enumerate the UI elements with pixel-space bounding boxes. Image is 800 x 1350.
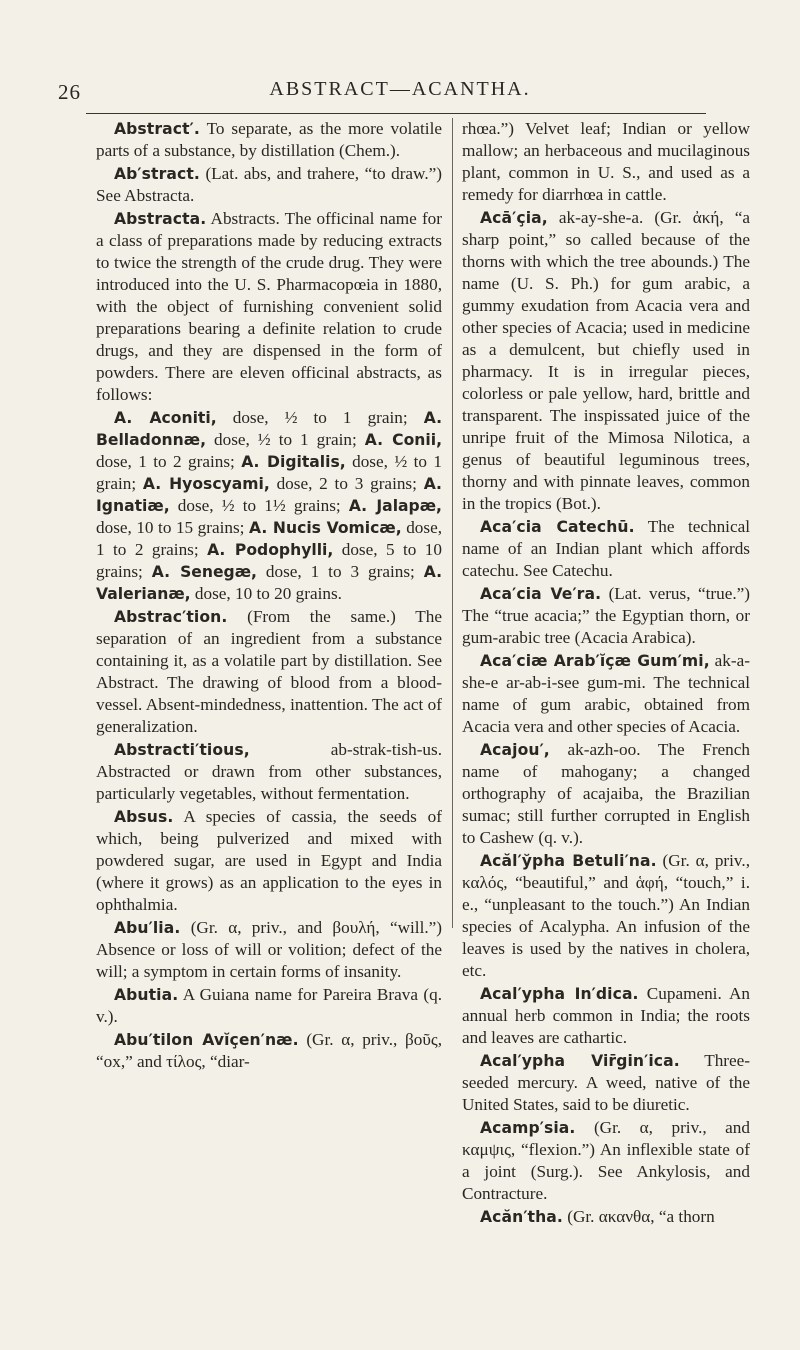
definition: To separate, as the more volatile parts of a substance, by distillation (Chem.).: [96, 119, 442, 160]
entry-absus: [96, 806, 442, 916]
abstract-name: A. Valerianæ,: [96, 563, 443, 603]
right-column: [462, 118, 750, 1229]
entry-acantha: [462, 1206, 750, 1228]
abstract-dose: dose, 5 to 10 grains;: [96, 540, 442, 581]
definition: (Gr. α, priv., and καμψις, “flexion.”) An inflexible state of a joint (Surg.). See Ankylosis, and Contracture.: [462, 1118, 750, 1203]
entry-acacia: [462, 207, 750, 515]
headword: Aca′cia Ve′ra.: [480, 585, 602, 603]
headword: Abutia.: [114, 986, 179, 1004]
abstract-name: A. Senegæ,: [151, 563, 257, 581]
abstract-dose: dose, 10 to 15 grains;: [96, 518, 249, 537]
entry-acampsia: [462, 1117, 750, 1205]
left-column: [96, 118, 442, 1074]
headword: Acajou′,: [480, 741, 550, 759]
entry-acalypha-indica: [462, 983, 750, 1049]
abstracts-list: [96, 407, 442, 605]
page-number: 26: [58, 80, 81, 104]
abstract-name: A. Nucis Vomicæ,: [248, 519, 402, 537]
headword: Acal′ypha Vir̄gin′ica.: [480, 1052, 680, 1070]
definition: (Gr. α, priv., and βουλή, “will.”) Absence or loss of will or volition; defect of the will; a symptom in certain forms of insanity.: [96, 918, 442, 981]
abstract-name: A. Ignatiæ,: [96, 475, 442, 515]
definition: The technical name of an Indian plant which affords catechu. See Catechu.: [462, 517, 750, 580]
definition: ak-azh-oo. The French name of mahogany; a changed orthography of acajaiba, the Brazilian sumac; still further corrupted in English to Cashew (q. v.).: [462, 740, 750, 847]
abstract-dose: dose, ½ to 1 grain;: [216, 408, 424, 427]
headword: Abstracti′tious,: [114, 741, 250, 759]
definition: (Lat. abs, and trahere, “to draw.”) See Abstracta.: [96, 164, 442, 205]
headword: Aca′ciæ Arab′ĭçæ Gum′mi,: [480, 652, 710, 670]
definition: Cupameni. An annual herb common in India; the roots and leaves are cathartic.: [462, 984, 750, 1047]
abstract-dose: dose, ½ to 1½ grains;: [169, 496, 349, 515]
entry-abulia: [96, 917, 442, 983]
definition: A species of cassia, the seeds of which, being pulverized and mixed with powdered sugar, are used in Egypt and India (where it grows) as an application to the eyes in ophthalmia.: [96, 807, 442, 914]
abstract-dose: dose, 1 to 2 grains;: [96, 452, 242, 471]
entry-abstract-noun: [96, 163, 442, 207]
abstract-dose: dose, 1 to 2 grains;: [96, 518, 442, 559]
page-header: [0, 0, 800, 110]
headword: Abstract′.: [114, 120, 200, 138]
entry-acalypha-virginica: [462, 1050, 750, 1116]
entry-abutilon-avicennae: [96, 1029, 442, 1073]
entry-abstraction: [96, 606, 442, 738]
column-divider: [452, 118, 453, 928]
headword: Ab′stract.: [114, 165, 200, 183]
entry-acalypha-betulina: [462, 850, 750, 982]
header-rule: [86, 113, 706, 114]
abstract-dose: dose, 2 to 3 grains;: [269, 474, 424, 493]
definition: (From the same.) The separation of an ingredient from a substance containing it, as a volatile part by distillation. See Abstract. The drawing of blood from a blood-vessel. Absent-mindedness, inattention. The act of generalization.: [96, 607, 442, 736]
headword: Acăn′tha.: [480, 1208, 563, 1226]
entry-abstract-verb: [96, 118, 442, 162]
abstract-name: A. Digitalis,: [241, 453, 346, 471]
entry-acaciae-arabicae-gummi: [462, 650, 750, 738]
running-head: ABSTRACT—ACANTHA.: [269, 78, 531, 100]
abstract-dose: dose, ½ to 1 grain;: [96, 452, 443, 493]
abstract-name: A. Conii,: [364, 431, 442, 449]
headword: Acamp′sia.: [480, 1119, 576, 1137]
abstract-name: A. Aconiti,: [114, 409, 217, 427]
entry-continuation: rhœa.”) Velvet leaf; Indian or yellow mallow; an herbaceous and mucilaginous plant, common in U. S., and used as a remedy for diarrhœa in cattle.: [462, 119, 750, 204]
definition: ak-ay-she-a. (Gr. ἀκή, “a sharp point,” so called because of the thorns with which the tree abounds.) The name (U. S. Ph.) for gum arabic, a gummy exudation from Acacia vera and other species of Acacia; used in medicine as a demulcent, but chiefly used in pharmacy. It is in irregular pieces, colorless or pale yellow, hard, brittle and transparent. The inspissated juice of the unripe fruit of the Mimosa Nilotica, a genus of beautiful leguminous trees, thorny and with pinnate leaves, common in the tropics (Bot.).: [462, 208, 750, 513]
definition: (Gr. α, priv., βοῦς, “ox,” and τίλος, “diar-: [96, 1030, 442, 1071]
definition: Three-seeded mercury. A weed, native of the United States, said to be diuretic.: [462, 1051, 750, 1114]
abstract-name: A. Belladonnæ,: [96, 409, 443, 449]
definition: Abstracts. The officinal name for a class of preparations made by reducing extracts to twice the strength of the crude drug. They were introduced into the U. S. Pharmacopœia in 1880, with the object of furnishing convenient solid preparations bearing a definite relation to crude drugs, and they are dispensed in the form of powders. There are eleven officinal abstracts, as follows:: [96, 209, 442, 404]
abstract-name: A. Podophylli,: [207, 541, 334, 559]
entry-acajou: [462, 739, 750, 849]
headword: Acal′ypha In′dica.: [480, 985, 639, 1003]
definition: A Guiana name for Pareira Brava (q. v.).: [96, 985, 442, 1026]
definition: ak-a-she-e ar-ab-i-see gum-mi. The technical name of gum arabic, obtained from Acacia vera and other species of Acacia.: [462, 651, 750, 736]
definition: ab-strak-tish-us. Abstracted or drawn from other substances, particularly vegetables, without fermentation.: [96, 740, 442, 803]
headword: Acăl′ўpha Betuli′na.: [480, 852, 657, 870]
abstract-dose: dose, 1 to 3 grains;: [256, 562, 424, 581]
entry-acacia-catechu: [462, 516, 750, 582]
entry-abstractitious: [96, 739, 442, 805]
headword: Abu′tilon Avĭçen′næ.: [114, 1031, 299, 1049]
headword: Acā′çia,: [480, 209, 548, 227]
abstract-dose: dose, 10 to 20 grains.: [190, 584, 342, 603]
abstract-name: A. Jalapæ,: [348, 497, 442, 515]
headword: Abstracta.: [114, 210, 207, 228]
headword: Abstrac′tion.: [114, 608, 228, 626]
definition: (Gr. ακανθα, “a thorn: [562, 1207, 715, 1226]
abstract-name: A. Hyoscyami,: [142, 475, 270, 493]
abstract-dose: dose, ½ to 1 grain;: [206, 430, 365, 449]
entry-abutia: [96, 984, 442, 1028]
definition: (Gr. α, priv., καλός, “beautiful,” and ἁφή, “touch,” i. e., “unpleasant to the touch.”) An Indian species of Acalypha. An infusion of the leaves is used by the natives in cholera, etc.: [462, 851, 750, 980]
entry-abstracta: [96, 208, 442, 406]
headword: Aca′cia Catechū.: [480, 518, 635, 536]
headword: Absus.: [114, 808, 174, 826]
definition: (Lat. verus, “true.”) The “true acacia;” the Egyptian thorn, or gum-arabic tree (Acacia Arabica).: [462, 584, 750, 647]
headword: Abu′lia.: [114, 919, 181, 937]
entry-acacia-vera: [462, 583, 750, 649]
